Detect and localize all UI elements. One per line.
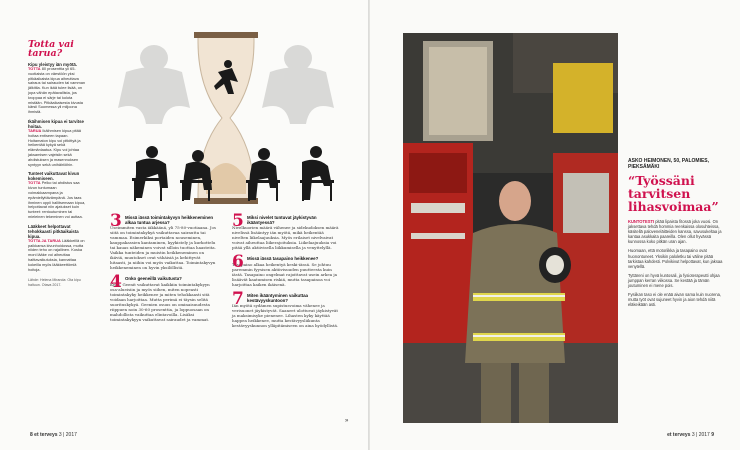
question-number: 7: [232, 288, 244, 309]
sidebar-fact: [28, 119, 88, 167]
magazine-name: et terveys: [34, 432, 58, 438]
answer-text: Tasapaino alkaa heikentyä keski-iässä. Se johtuu paremmin fyysisen aktiivisuuden puutteesta kuin iästä. Tasapaino ongelmat rajoittavat usein arkea ja lisäävät kaatumisen riskiä, mutta tasapainoa voi harjoittaa kaiken ikäisenä.: [232, 261, 337, 287]
hourglass-illustration: [106, 28, 346, 208]
question-heading: Miten ikääntyminen vaikuttaa kestävyyskuntoon?: [247, 292, 308, 303]
question-number: 6: [232, 252, 244, 273]
page-footer-left: [30, 432, 77, 438]
firefighter-photo: [403, 33, 618, 423]
profile-paragraph: [628, 219, 726, 244]
answer-text: Useimmiten vasta iäkkäänä, yli 75-80-vuotiaana. Jos siitä on toimintakykyä vaikuttavaa sairautta tai vammaa. Esimerkiksi portaiden nouseminen, kauppakassien kantaminen, kyykistely ja kurkottelu tai kauas näkeminen voivat silloin tuottaa haasteita. Vaikka tunteiden ja muistin heikkeneminen on ikäviä, muutokset ovat vähäisiä ja kehittyvät hitaasti, ja niihin voi myös vaikuttaa. Toimintakyvyn heikkeneminen on hyvin yksilöllistä.: [110, 225, 216, 271]
sidebar-title: Totta vai tarua?: [28, 39, 74, 59]
fact-heading: Kipu yleistyy iän myötä.: [28, 62, 77, 67]
sidebar-fact: [28, 62, 88, 115]
question-heading: Miksi nivelet tuntuvat jäykistyvän ikääntyessä?: [247, 215, 317, 226]
profile-paragraph: Fysiikan taso ei ole enää aivan sama kuin nuorena, mutta työt ovat sujuneet hyvin ja aion tehdä niitä eläkeikään asti.: [628, 292, 722, 308]
qa-item: [110, 272, 218, 322]
fact-body: Ikäihmisen kipua pitää hoitaa entiseen tapaan. Hoitamaton kipu voi pitkittyä ja heikentää kykyä sekä elämänlaatua. Kipu voi johtaa jaksamisen vajeisiin sekä ahdistuksen ja masennuksen syntyyn sekä unihäiriöihin.: [28, 127, 81, 167]
fact-heading: Tunteet vaikuttavat kivun kokemiseen.: [28, 171, 80, 182]
question-number: 4: [110, 272, 122, 293]
question-column-1: [110, 211, 218, 328]
page-number: 9: [711, 432, 714, 438]
issue-number: 3 | 2017: [58, 432, 77, 438]
fact-verdict: TOTTA: [28, 66, 41, 71]
sidebar-fact: [28, 171, 88, 219]
profile-paragraph: Tyttäreni on hyvä kuntosali, ja fysioterapeutti ohjaa jumppan kerran viikossa. Se kestää ja tämän joutuminen ei mene pois.: [628, 272, 720, 289]
person-name: ASKO HEIMONEN, 50, PALOMIES, PIEKSÄMÄKI: [628, 158, 710, 170]
question-number: 5: [232, 211, 244, 231]
fact-verdict: TOTTA JA TARUA: [28, 237, 61, 243]
magazine-name: et terveys: [667, 432, 691, 438]
qa-item: [232, 252, 340, 287]
fact-text: [28, 181, 88, 219]
answer-text: Iän myötä sydämen supistusvoima vähenee ja verisuonet jäykistyvät. Saaneet ulottuvat jäykistyvät ja maksimisyke pienenee. Lihasten kyky käyttää happea heikkenee, mutta kestävyysliikunta kestävyyskunnon ylläpitämiseen on aina hyödyllistä.: [232, 303, 339, 329]
qa-item: [110, 211, 218, 271]
fact-text: [28, 67, 88, 115]
profile-column: [628, 158, 726, 311]
sidebar-source: Lähde: Helena Miranda: Ota kipu haltuun. Otava 2017.: [28, 278, 81, 287]
fact-verdict: TOTTA: [28, 180, 41, 186]
question-heading: Onko geeneillä vaikutusta?: [125, 276, 182, 282]
answer-text: Nivelkuorien määrä vähenee ja sidekudoksen määrä nivelissä lisääntyy iän myötä, mikä heikentää nivelten liikelaajuuksia. Myös erilaiset nivelvaivat voivat aiheuttaa liikerajoituksia. Liikelaajuuksia voi pitää yllä aktiivisella liikkumisella ja venyttelyllä.: [232, 225, 339, 251]
question-number: 3: [110, 211, 122, 231]
page-number: 8: [30, 432, 33, 438]
profile-paragraph: Huomaan, että motoriikka ja tasapaino ovat huonontuneet. Yksikin paloletku tai väline pitää tarkistaa kahdesti. Polvikivut helpottavat, kun jaksaa venytellä.: [628, 248, 723, 269]
question-heading: Missä iässä tasapaino heikkenee?: [247, 256, 319, 262]
fact-body: Lääkkeillä on paikkansa kivunhoidossa, mutta niiden teho on rajallinen. Koska moni lääke voi aiheuttaa haittavaikutuksia, kannattaa kokeilla myös lääkkeettömiä hoitoja.: [28, 237, 85, 272]
question-heading: Missä iässä toimintakyvyn heikkeneminen alkaa tuntua arjessa?: [125, 215, 214, 226]
qa-item: [232, 211, 340, 251]
issue-number: 3 | 2017: [691, 432, 710, 438]
fact-text: [28, 239, 88, 273]
paragraph-body: pitää lipaista fitossä joka vuosi. On jaksettava tehdä hommia reenkaissa olosuhteissa, käsitellä paloveneläitteiden kanssa, savusukeltaa ja kantaa asukkaita paareilla. Olen ollut hyvässä kunnossa koko pitkän uran ajan.: [628, 219, 722, 245]
fact-heading: Lääkkeet helpottavat tehokkaasti pitkäaikaista kipua.: [28, 223, 79, 239]
fact-body: 80 prosenttia yli 65-vuotiaista on väestöön yksi pitkäaikaista kipua aiheuttava sairaus tai sairauden tai vamman jälkitila. Kun ikää tulee lisää, on jopa vähän epätavallista, jos kroppaa ei särje tai kolota mistään. Pitkäaikaisesta kivusta kärsii Suomessa yli miljoona ihmistä.: [28, 66, 86, 115]
fact-text: [28, 129, 88, 167]
question-column-2: [232, 211, 340, 334]
page-footer-right: [667, 432, 714, 438]
totta-vai-tarua-sidebar: [0, 40, 88, 415]
right-page: [370, 0, 740, 450]
qa-item: [232, 288, 340, 329]
fact-heading: Ikäihmisen kipua ei tarvitse hoitaa.: [28, 118, 84, 129]
continue-arrow: »: [345, 418, 349, 424]
kicker-label: KUNTOTESTI: [628, 219, 655, 224]
fact-verdict: TARUA: [28, 127, 42, 133]
fact-body: Pelko tai ahdistus saa kivun tuntumaan voimakkaampana ja epämiellyttävämpänä. Jos taas ihminen oppii hallitsemaan kipua, helpottavat niin ajatukset kuin tunteet: rentoutuminen tai mieleinen tekeminen voi auttaa.: [28, 180, 86, 219]
answer-text: Kyllä. Geenit vaikuttavat kaikkiin toimintakykyyn osa-alueisiin ja myös siihen, miten nopeasti toimintakyky heikkenee ja miten tehokkaasti sitä voidaan harjoittaa. Mutta perimä ei täysin selitä suorituskykyä. Geenien osuus on ominaisuudesta riippuen noin 30-60 prosenttia, ja loppuosaan on mahdollista vaikuttaa elintavoilla. Lisäksi toimintakykyyn vaikuttavat sairaudet ja vammat.: [110, 281, 210, 322]
pull-quote: “Työssäni tarvitsen lihasvoimaa”: [628, 173, 719, 214]
sidebar-fact: [28, 224, 88, 273]
